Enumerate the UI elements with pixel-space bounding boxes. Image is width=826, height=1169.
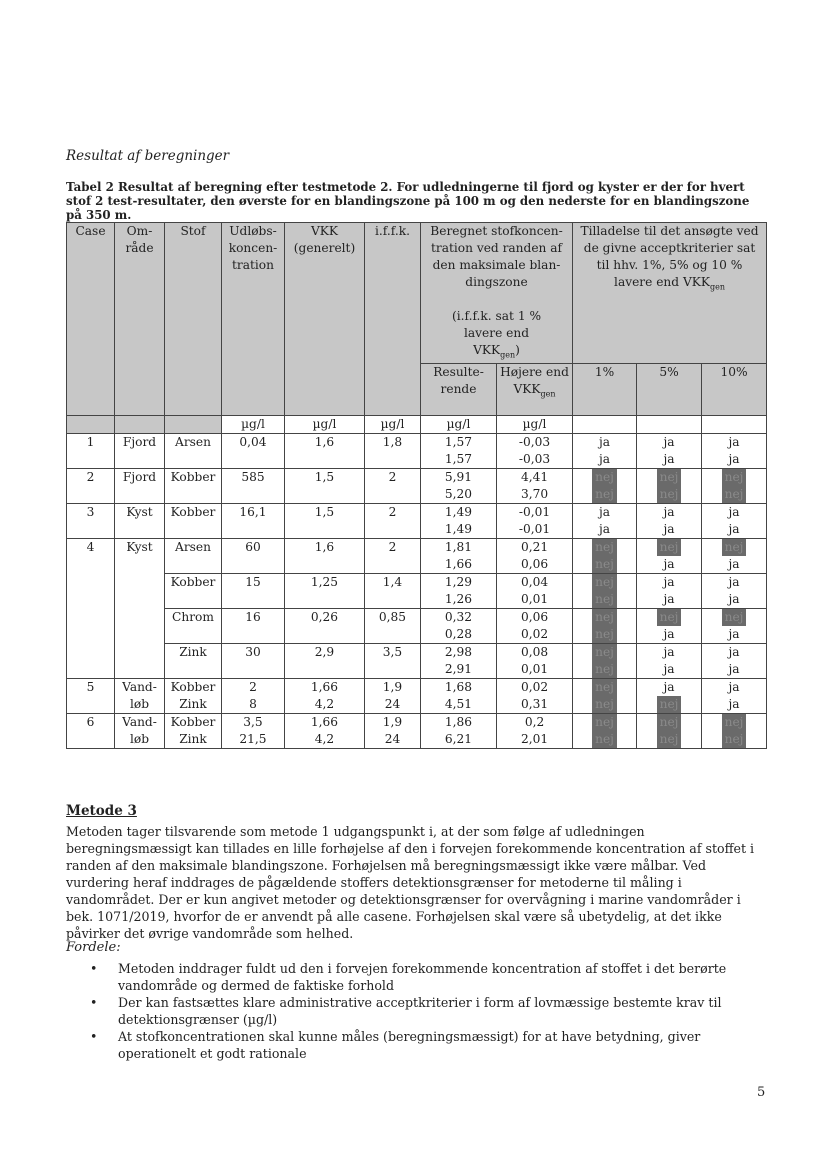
cell-vkk: 0,26	[285, 609, 365, 644]
cell-p5-value: nej	[657, 539, 682, 556]
cell-p10-value: ja	[728, 592, 740, 607]
cell-p5	[637, 539, 702, 574]
cell-p10	[702, 609, 767, 644]
cell-case: 6	[67, 714, 115, 749]
cell-p5	[637, 469, 702, 504]
list-item: • Metoden inddrager fuldt ud den i forvejen forekommende koncentration af stoffet i det berørte vandområde og dermed de faktiske forhold	[90, 960, 770, 994]
cell-res-value: 0,28	[444, 627, 473, 642]
cell-hoej-value: 0,02	[520, 627, 549, 642]
cell-res-value: 1,68	[444, 680, 473, 695]
cell-hoej-value: 0,06	[520, 610, 549, 625]
cell-p5	[637, 434, 702, 469]
fordele-heading: Fordele:	[66, 940, 121, 955]
cell-p1-value: nej	[592, 609, 617, 626]
unit-iffk: µg/l	[365, 416, 421, 434]
cell-vkk: 1,5	[285, 469, 365, 504]
table-row	[67, 539, 767, 574]
cell-iffk: 0,85	[365, 609, 421, 644]
cell-p1-value: nej	[592, 591, 617, 608]
cell-p10-value: ja	[728, 645, 740, 660]
header-hoejere	[497, 364, 573, 416]
cell-hoej-value: -0,01	[518, 522, 551, 537]
cell-p10-value: ja	[728, 627, 740, 642]
cell-p1-value: nej	[592, 679, 617, 696]
cell-p5-value: nej	[657, 731, 682, 748]
cell-p5	[637, 714, 702, 749]
cell-p1-value: ja	[598, 452, 611, 467]
cell-vkk: 2,9	[285, 644, 365, 679]
cell-p1	[573, 434, 637, 469]
cell-stof-value: Zink	[179, 697, 207, 712]
cell-p5-value: ja	[663, 452, 675, 467]
cell-p5	[637, 644, 702, 679]
cell-omraade: Vand-løb	[115, 714, 165, 749]
cell-omraade: Kyst	[115, 504, 165, 539]
header-beregnet-note-sub: gen	[500, 350, 516, 360]
cell-hoej	[497, 539, 573, 574]
unit-blank	[115, 416, 165, 434]
cell-p5-value: ja	[663, 557, 675, 572]
table-caption: Tabel 2 Resultat af beregning efter testmetode 2. For udledningerne til fjord og kyster er der for hvert stof 2 test-resultater, den øverste for en blandingszone på 100 m og den nederste for en blandingszone på 350 m.	[66, 180, 750, 222]
cell-hoej-value: 0,01	[520, 662, 549, 677]
header-beregnet-note-end: )	[515, 343, 520, 357]
cell-res-value: 1,29	[444, 575, 473, 590]
cell-hoej-value: 0,06	[520, 557, 549, 572]
cell-p1-value: nej	[592, 644, 617, 661]
cell-p1	[573, 609, 637, 644]
header-hoejere-sub: gen	[540, 389, 556, 399]
cell-vkk-value: 4,2	[314, 697, 335, 712]
cell-stof: Kobber	[165, 504, 222, 539]
cell-iffk: 3,5	[365, 644, 421, 679]
cell-res	[421, 539, 497, 574]
cell-hoej	[497, 469, 573, 504]
cell-p1-value: nej	[592, 626, 617, 643]
unit-blank	[573, 416, 637, 434]
cell-case: 3	[67, 504, 115, 539]
cell-res	[421, 609, 497, 644]
header-resulterende: Resulte-rende	[421, 364, 497, 416]
cell-res-value: 1,49	[444, 522, 473, 537]
cell-res-value: 5,20	[444, 487, 473, 502]
cell-p5-value: ja	[663, 627, 675, 642]
header-tilladelse-sub: gen	[709, 282, 725, 292]
cell-p1	[573, 539, 637, 574]
results-table	[66, 222, 767, 749]
cell-stof: Arsen	[165, 434, 222, 469]
cell-res-value: 1,57	[444, 452, 473, 467]
cell-p1	[573, 714, 637, 749]
cell-p10-value: nej	[722, 539, 747, 556]
cell-res-value: 4,51	[444, 697, 473, 712]
cell-udloeb-value: 2	[249, 680, 257, 695]
cell-res-value: 2,98	[444, 645, 473, 660]
cell-udloeb: 15	[222, 574, 285, 609]
cell-vkk-value: 1,66	[310, 680, 339, 695]
cell-stof: Zink	[165, 644, 222, 679]
cell-p1-value: nej	[592, 469, 617, 486]
cell-stof: Chrom	[165, 609, 222, 644]
cell-p5-value: ja	[663, 662, 675, 677]
header-p1: 1%	[573, 364, 637, 416]
cell-vkk: 1,25	[285, 574, 365, 609]
cell-p1	[573, 574, 637, 609]
cell-udloeb-value: 3,5	[243, 715, 263, 730]
cell-p1-value: nej	[592, 661, 617, 678]
cell-hoej	[497, 574, 573, 609]
cell-iffk	[365, 679, 421, 714]
unit-res: µg/l	[421, 416, 497, 434]
cell-res-value: 1,57	[444, 435, 473, 450]
cell-p10-value: ja	[728, 452, 740, 467]
cell-vkk: 1,5	[285, 504, 365, 539]
table-row	[67, 679, 767, 714]
cell-p10	[702, 504, 767, 539]
cell-p5-value: nej	[657, 469, 682, 486]
cell-p5-value: ja	[663, 645, 675, 660]
cell-p5-value: nej	[657, 486, 682, 503]
cell-omraade: Kyst	[115, 539, 165, 679]
cell-iffk-value: 1,9	[382, 715, 403, 730]
cell-stof	[165, 679, 222, 714]
cell-res-value: 1,26	[444, 592, 473, 607]
header-beregnet-text: Beregnet stofkoncen-tration ved randen af den maksimale blan-dingszone	[430, 224, 563, 289]
table-row	[67, 469, 767, 504]
cell-udloeb: 0,04	[222, 434, 285, 469]
cell-vkk	[285, 714, 365, 749]
cell-udloeb-value: 21,5	[239, 732, 267, 747]
cell-hoej-value: 0,21	[520, 540, 549, 555]
cell-udloeb: 60	[222, 539, 285, 574]
cell-case: 4	[67, 539, 115, 679]
cell-p5-value: ja	[663, 505, 675, 520]
cell-iffk: 2	[365, 539, 421, 574]
cell-p10-value: nej	[722, 731, 747, 748]
cell-p5-value: nej	[657, 609, 682, 626]
metode-heading: Metode 3	[66, 803, 137, 819]
cell-hoej-value: 4,41	[520, 470, 549, 485]
cell-iffk-value: 24	[384, 732, 401, 747]
cell-udloeb-value: 8	[249, 697, 257, 712]
header-beregnet	[421, 223, 573, 364]
cell-iffk: 1,8	[365, 434, 421, 469]
cell-p1	[573, 679, 637, 714]
cell-hoej-value: -0,01	[518, 505, 551, 520]
cell-p10-value: ja	[728, 662, 740, 677]
cell-p10-value: nej	[722, 609, 747, 626]
cell-res-value: 6,21	[444, 732, 473, 747]
cell-res-value: 1,49	[444, 505, 473, 520]
table-row	[67, 434, 767, 469]
cell-p10-value: ja	[728, 557, 740, 572]
cell-p1-value: nej	[592, 714, 617, 731]
header-udloeb: Udløbs-koncen-tration	[222, 223, 285, 416]
cell-p5	[637, 574, 702, 609]
cell-stof-value: Kobber	[170, 680, 216, 695]
cell-p1-value: ja	[598, 522, 611, 537]
cell-hoej	[497, 714, 573, 749]
cell-case: 5	[67, 679, 115, 714]
cell-p10-value: ja	[728, 522, 740, 537]
cell-stof	[165, 714, 222, 749]
table-row	[67, 504, 767, 539]
cell-hoej-value: -0,03	[518, 452, 551, 467]
cell-p5	[637, 504, 702, 539]
cell-p5-value: ja	[663, 680, 675, 695]
cell-res-value: 1,66	[444, 557, 473, 572]
cell-udloeb: 16	[222, 609, 285, 644]
cell-p1-value: nej	[592, 574, 617, 591]
cell-p5	[637, 609, 702, 644]
cell-p1-value: ja	[598, 505, 611, 520]
fordele-list	[90, 960, 770, 1062]
cell-p5-value: ja	[663, 522, 675, 537]
cell-p5-value: nej	[657, 696, 682, 713]
cell-res	[421, 434, 497, 469]
cell-hoej-value: 3,70	[520, 487, 549, 502]
cell-hoej	[497, 644, 573, 679]
cell-p1	[573, 644, 637, 679]
cell-res-value: 1,86	[444, 715, 473, 730]
section-heading: Resultat af beregninger	[66, 148, 230, 164]
cell-res-value: 1,81	[444, 540, 473, 555]
table-row	[67, 644, 767, 679]
cell-p10-value: ja	[728, 435, 740, 450]
cell-hoej	[497, 434, 573, 469]
cell-hoej-value: -0,03	[518, 435, 551, 450]
cell-vkk: 1,6	[285, 434, 365, 469]
cell-hoej-value: 0,31	[520, 697, 549, 712]
cell-p10	[702, 469, 767, 504]
cell-p1-value: ja	[598, 435, 611, 450]
cell-stof: Kobber	[165, 469, 222, 504]
cell-case: 2	[67, 469, 115, 504]
cell-p10	[702, 539, 767, 574]
unit-blank	[67, 416, 115, 434]
cell-p10	[702, 644, 767, 679]
cell-case: 1	[67, 434, 115, 469]
cell-hoej-value: 0,2	[524, 715, 545, 730]
cell-p10-value: ja	[728, 575, 740, 590]
header-tilladelse	[573, 223, 767, 364]
cell-udloeb	[222, 679, 285, 714]
cell-iffk	[365, 714, 421, 749]
cell-p1-value: nej	[592, 696, 617, 713]
header-omraade: Om-råde	[115, 223, 165, 416]
cell-p10-value: nej	[722, 469, 747, 486]
cell-udloeb	[222, 714, 285, 749]
cell-res-value: 2,91	[444, 662, 473, 677]
cell-res	[421, 714, 497, 749]
cell-p10	[702, 714, 767, 749]
cell-iffk: 1,4	[365, 574, 421, 609]
cell-omraade: Fjord	[115, 469, 165, 504]
cell-hoej-value: 0,04	[520, 575, 549, 590]
cell-p10-value: ja	[728, 505, 740, 520]
cell-udloeb: 16,1	[222, 504, 285, 539]
cell-p5-value: nej	[657, 714, 682, 731]
cell-hoej-value: 0,02	[520, 680, 549, 695]
cell-udloeb: 585	[222, 469, 285, 504]
cell-p5	[637, 679, 702, 714]
cell-vkk-value: 4,2	[314, 732, 335, 747]
cell-iffk-value: 24	[384, 697, 401, 712]
cell-p1	[573, 504, 637, 539]
cell-res	[421, 679, 497, 714]
cell-vkk: 1,6	[285, 539, 365, 574]
cell-stof: Kobber	[165, 574, 222, 609]
cell-p10-value: ja	[728, 697, 740, 712]
cell-omraade: Vand-løb	[115, 679, 165, 714]
cell-iffk: 2	[365, 469, 421, 504]
unit-vkk: µg/l	[285, 416, 365, 434]
metode-body: Metoden tager tilsvarende som metode 1 udgangspunkt i, at der som følge af udledningen beregningsmæssigt kan tillades en lille forhøjelse af den i forvejen forekommende koncentration af stoffet i randen af den maksimale blandingszone. Forhøjelsen må beregningsmæssigt ikke være målbar. Ved vurdering heraf inddrages de pågældende stoffers detektionsgrænser for metoderne til måling i vandområdet. Der er kun angivet metoder og detektionsgrænser for overvågning i marine vandområder i bek. 1071/2019, hvorfor de er anvendt på alle casene. Forhøjelsen skal være så ubetydelig, at det ikke påvirker det øvrige vandområde som helhed.	[66, 824, 755, 941]
page-number: 5	[757, 1085, 766, 1100]
cell-hoej	[497, 504, 573, 539]
cell-p10	[702, 679, 767, 714]
cell-p1-value: nej	[592, 731, 617, 748]
cell-vkk-value: 1,66	[310, 715, 339, 730]
cell-udloeb: 30	[222, 644, 285, 679]
header-vkk: VKK (generelt)	[285, 223, 365, 416]
header-hoejere-text: Højere end VKK	[500, 365, 569, 397]
cell-res	[421, 574, 497, 609]
cell-p1	[573, 469, 637, 504]
header-stof: Stof	[165, 223, 222, 416]
cell-res	[421, 504, 497, 539]
cell-vkk	[285, 679, 365, 714]
cell-res-value: 0,32	[444, 610, 473, 625]
cell-stof-value: Kobber	[170, 715, 216, 730]
header-iffk: i.f.f.k.	[365, 223, 421, 416]
cell-p5-value: ja	[663, 435, 675, 450]
units-row	[67, 416, 767, 434]
list-item: • Der kan fastsættes klare administrative acceptkriterier i form af lovmæssige bestemte krav til detektionsgrænser (µg/l)	[90, 994, 770, 1028]
cell-p10-value: nej	[722, 714, 747, 731]
cell-hoej	[497, 679, 573, 714]
header-case: Case	[67, 223, 115, 416]
unit-udloeb: µg/l	[222, 416, 285, 434]
cell-p10-value: nej	[722, 486, 747, 503]
cell-res	[421, 644, 497, 679]
cell-res-value: 5,91	[444, 470, 473, 485]
cell-hoej	[497, 609, 573, 644]
cell-hoej-value: 2,01	[520, 732, 549, 747]
cell-p10-value: ja	[728, 680, 740, 695]
unit-blank	[702, 416, 767, 434]
cell-hoej-value: 0,01	[520, 592, 549, 607]
cell-stof-value: Zink	[179, 732, 207, 747]
cell-hoej-value: 0,08	[520, 645, 549, 660]
cell-iffk-value: 1,9	[382, 680, 403, 695]
unit-blank	[165, 416, 222, 434]
cell-p1-value: nej	[592, 539, 617, 556]
cell-res	[421, 469, 497, 504]
header-p10: 10%	[702, 364, 767, 416]
unit-blank	[637, 416, 702, 434]
header-p5: 5%	[637, 364, 702, 416]
cell-p5-value: ja	[663, 592, 675, 607]
cell-p10	[702, 434, 767, 469]
cell-p5-value: ja	[663, 575, 675, 590]
cell-stof: Arsen	[165, 539, 222, 574]
table-row	[67, 574, 767, 609]
cell-p10	[702, 574, 767, 609]
cell-p1-value: nej	[592, 486, 617, 503]
header-tilladelse-text: Tilladelse til det ansøgte ved de givne acceptkriterier sat til hhv. 1%, 5% og 10 % lavere end VKK	[580, 224, 759, 289]
cell-omraade: Fjord	[115, 434, 165, 469]
header-beregnet-note-text: (i.f.f.k. sat 1 % lavere end VKK	[451, 309, 542, 357]
cell-iffk: 2	[365, 504, 421, 539]
cell-p1-value: nej	[592, 556, 617, 573]
list-item: • At stofkoncentrationen skal kunne måles (beregningsmæssigt) for at have betydning, giver operationelt et godt rationale	[90, 1028, 770, 1062]
table-row	[67, 714, 767, 749]
unit-hoej: µg/l	[497, 416, 573, 434]
table-row	[67, 609, 767, 644]
header-beregnet-note	[421, 308, 572, 363]
